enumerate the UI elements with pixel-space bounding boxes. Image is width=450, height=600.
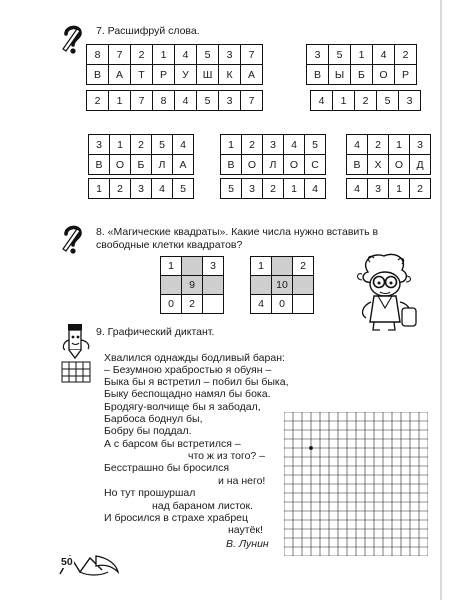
- poem-line: наутёк!: [228, 524, 263, 536]
- cell: Б: [351, 65, 373, 85]
- key4-digits: [221, 135, 326, 155]
- cell: А: [109, 65, 131, 85]
- poem-line: Барбоса боднул бы,: [104, 413, 203, 425]
- poem-line: Быка бы я встретил – побил бы быка,: [104, 376, 289, 388]
- cell: 0: [161, 295, 182, 314]
- cell: 1: [333, 91, 355, 111]
- cell: 2: [87, 91, 109, 111]
- cell: 2: [110, 179, 131, 199]
- task8-line-1: 8. «Магические квадраты». Какие числа нужно вставить в: [96, 226, 379, 238]
- cell: 3: [263, 135, 284, 155]
- cell: В: [89, 155, 110, 175]
- cell: 1: [109, 91, 131, 111]
- cell-empty: [272, 257, 293, 276]
- cell-empty: [203, 295, 224, 314]
- cell: 3: [89, 135, 110, 155]
- cell: 4: [305, 179, 326, 199]
- pencil-character-icon: [58, 322, 96, 384]
- cell: 7: [109, 45, 131, 65]
- professor-character-icon: [348, 250, 420, 334]
- cell: 1: [161, 257, 182, 276]
- key1-letters: [87, 65, 263, 85]
- poem-line: Бродягу-волчище бы я забодал,: [104, 401, 261, 413]
- poem-line: над бараном листок.: [152, 500, 254, 512]
- key3-digits: [89, 135, 194, 155]
- key3-letters: [89, 155, 194, 175]
- magic-square-1: [160, 256, 224, 314]
- question-pen-icon: [60, 22, 86, 56]
- cell-empty: [182, 257, 203, 276]
- cipher-question-3: [88, 178, 194, 199]
- cell: 4: [284, 135, 305, 155]
- cell: О: [242, 155, 263, 175]
- cell: 10: [272, 276, 293, 295]
- cell: 1: [389, 179, 410, 199]
- cell: 5: [197, 45, 219, 65]
- cell: В: [87, 65, 109, 85]
- key5-cols: [347, 135, 431, 175]
- cell: 7: [241, 91, 263, 111]
- cell: 2: [293, 257, 314, 276]
- poem-line: и на него!: [218, 475, 266, 487]
- key5-digits: [347, 135, 431, 155]
- cell: 1: [221, 135, 242, 155]
- page-number: 50: [61, 556, 73, 568]
- cell: 5: [329, 45, 351, 65]
- cell-empty: [293, 295, 314, 314]
- graph-paper-grid: [284, 412, 428, 556]
- cipher-key-5: [346, 134, 431, 175]
- cell: Р: [395, 65, 417, 85]
- cell: 7: [241, 45, 263, 65]
- poem-line: Быку беспощадно намял бы бока.: [104, 388, 271, 400]
- cell: 2: [395, 45, 417, 65]
- cell: 4: [347, 135, 368, 155]
- cipher-key-1: [86, 44, 263, 85]
- cell: У: [175, 65, 197, 85]
- cell-empty: [293, 276, 314, 295]
- cell: 3: [219, 45, 241, 65]
- cell: 8: [87, 45, 109, 65]
- cell: 3: [242, 179, 263, 199]
- poem-author: В. Лунин: [226, 538, 269, 550]
- cipher-key-3: [88, 134, 194, 175]
- task9-title: 9. Графический диктант.: [96, 326, 215, 338]
- cell-empty: [251, 276, 272, 295]
- cell: 5: [197, 91, 219, 111]
- cell: Ы: [329, 65, 351, 85]
- cell: 2: [131, 135, 152, 155]
- cell: В: [307, 65, 329, 85]
- cell: 2: [368, 135, 389, 155]
- poem-line: Хвалился однажды бодливый баран:: [104, 352, 285, 364]
- cell: 3: [399, 91, 421, 111]
- cell: С: [305, 155, 326, 175]
- page-edge: [440, 0, 442, 600]
- cell: Ш: [197, 65, 219, 85]
- cell: Х: [368, 155, 389, 175]
- cell: К: [219, 65, 241, 85]
- cell: 2: [242, 135, 263, 155]
- task7-title: 7. Расшифруй слова.: [96, 25, 200, 37]
- cell: 3: [131, 179, 152, 199]
- cell: 9: [182, 276, 203, 295]
- key2-letters: [307, 65, 417, 85]
- key4-cols: [221, 135, 326, 175]
- cell: 2: [355, 91, 377, 111]
- cell: 4: [175, 91, 197, 111]
- cell: 5: [377, 91, 399, 111]
- cell: 4: [251, 295, 272, 314]
- cell: 1: [153, 45, 175, 65]
- cell: 4: [311, 91, 333, 111]
- key4-letters: [221, 155, 326, 175]
- cell: 3: [219, 91, 241, 111]
- key1-cols: [87, 45, 263, 85]
- cell: 5: [221, 179, 242, 199]
- cell: 2: [182, 295, 203, 314]
- cell: 4: [347, 179, 368, 199]
- poem-line: что ж из того? –: [188, 450, 266, 462]
- cell: 3: [410, 135, 431, 155]
- cell: 1: [351, 45, 373, 65]
- poem-line: И бросился в страхе храбрец: [104, 512, 249, 524]
- cell: 2: [263, 179, 284, 199]
- cell: 7: [131, 91, 153, 111]
- cell: Л: [263, 155, 284, 175]
- cell: 4: [173, 135, 194, 155]
- cell: О: [284, 155, 305, 175]
- cell-empty: [161, 276, 182, 295]
- key5-letters: [347, 155, 431, 175]
- cell: А: [241, 65, 263, 85]
- cell: 5: [305, 135, 326, 155]
- cell: 1: [389, 135, 410, 155]
- cell: 0: [272, 295, 293, 314]
- cell: 1: [110, 135, 131, 155]
- poem-line: Бобру бы поддал.: [104, 425, 192, 437]
- cell: Б: [131, 155, 152, 175]
- cell: 8: [153, 91, 175, 111]
- poem-line: – Безумною храбростью я обуян –: [104, 364, 272, 376]
- cell: Р: [153, 65, 175, 85]
- cell: 5: [152, 135, 173, 155]
- key1-digits: [87, 45, 263, 65]
- cell: 4: [175, 45, 197, 65]
- start-point: [309, 446, 313, 450]
- cell: 1: [89, 179, 110, 199]
- key2-digits: [307, 45, 417, 65]
- cipher-key-4: [220, 134, 326, 175]
- cell: Д: [410, 155, 431, 175]
- cell: В: [221, 155, 242, 175]
- cipher-question-2: [310, 90, 421, 111]
- cipher-question-1: [86, 90, 263, 111]
- magic-square-2: [250, 256, 314, 314]
- cell-empty: [203, 276, 224, 295]
- cell: 2: [131, 45, 153, 65]
- poem-line: Но тут прошуршал: [104, 487, 196, 499]
- cell: 1: [251, 257, 272, 276]
- poem-line: А с барсом бы встретился –: [104, 438, 241, 450]
- cell: 4: [373, 45, 395, 65]
- cell: 3: [307, 45, 329, 65]
- cell: Л: [152, 155, 173, 175]
- cell: А: [173, 155, 194, 175]
- cell: В: [347, 155, 368, 175]
- cell: 1: [284, 179, 305, 199]
- key3-cols: [89, 135, 194, 175]
- cell: О: [373, 65, 395, 85]
- cell: 5: [173, 179, 194, 199]
- cell: О: [110, 155, 131, 175]
- cell: 2: [410, 179, 431, 199]
- cipher-question-5: [346, 178, 431, 199]
- task8-line-2: свободные клетки квадратов?: [96, 239, 243, 251]
- poem-line: Бесстрашно бы бросился: [104, 462, 230, 474]
- cell: 3: [203, 257, 224, 276]
- cell: Т: [131, 65, 153, 85]
- question-pen-icon: [60, 222, 86, 256]
- cell: О: [389, 155, 410, 175]
- cell: 3: [368, 179, 389, 199]
- cell: 4: [152, 179, 173, 199]
- key2-cols: [307, 45, 417, 85]
- cipher-key-2: [306, 44, 417, 85]
- cipher-question-4: [220, 178, 326, 199]
